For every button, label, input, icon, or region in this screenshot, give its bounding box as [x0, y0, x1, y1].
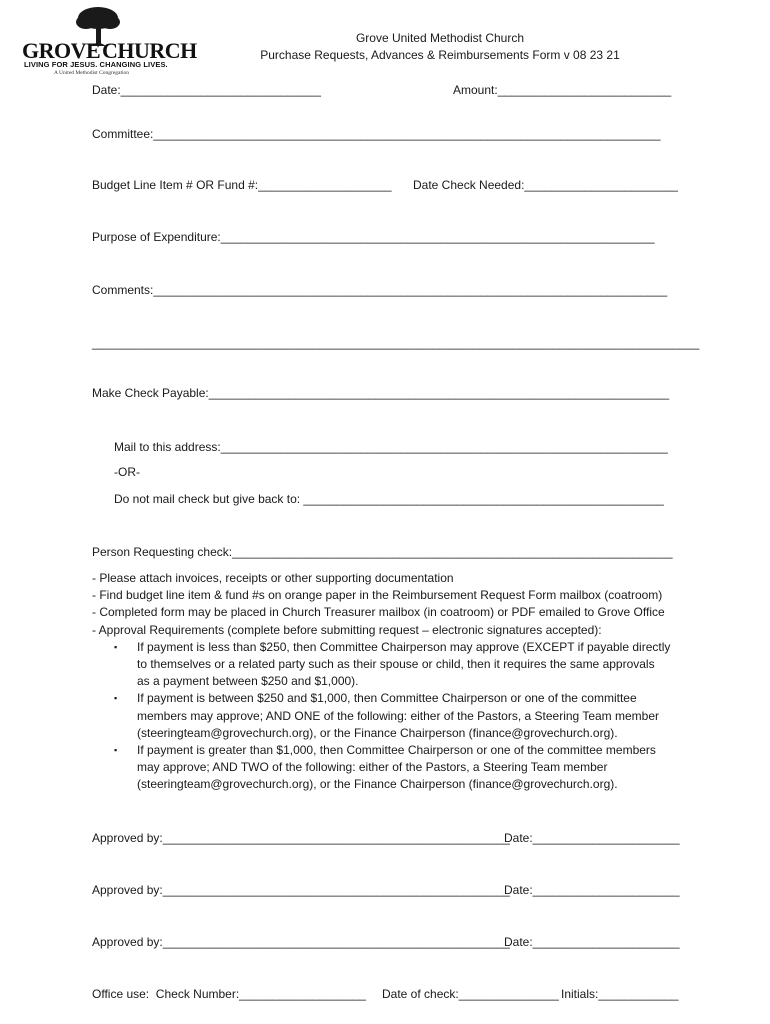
bullet-icon: ▪: [114, 745, 118, 756]
approval-date-field-2[interactable]: Date:______________________: [504, 883, 680, 897]
approved-by-field-3[interactable]: Approved by:____________________________________________________: [92, 935, 510, 949]
rule-line: If payment is between $250 and $1,000, then Committee Chairperson or one of the committee: [137, 691, 637, 706]
do-not-mail-field[interactable]: Do not mail check but give back to: ______________________________________________________: [114, 492, 664, 506]
note-line: - Find budget line item & fund #s on orange paper in the Reimbursement Request Form mailbox (coatroom): [92, 588, 663, 603]
amount-field[interactable]: Amount:__________________________: [453, 83, 672, 97]
bullet-icon: ▪: [114, 641, 118, 652]
or-separator: -OR-: [114, 465, 140, 479]
approval-rule-250-to-1000: [92, 690, 702, 742]
bullet-icon: ▪: [114, 693, 118, 704]
comments-field[interactable]: Comments:_____________________________________________________________________________: [92, 283, 668, 297]
approval-rule-under-250: [92, 639, 702, 691]
approved-by-field-1[interactable]: Approved by:____________________________________________________: [92, 831, 510, 845]
logo-word-church: CHURCH: [102, 38, 197, 63]
logo-subtitle: A United Methodist Congregation: [54, 70, 130, 76]
note-line: - Approval Requirements (complete before submitting request – electronic signatures accepted):: [92, 622, 602, 637]
person-requesting-field[interactable]: Person Requesting check:__________________________________________________________________: [92, 545, 673, 559]
logo-word-grove: GROVE: [22, 38, 101, 63]
note-line: - Please attach invoices, receipts or other supporting documentation: [92, 571, 454, 585]
rule-line: to themselves or a related party such as their spouse or child, then it requires the same approvals: [137, 657, 655, 672]
org-name: Grove United Methodist Church: [355, 31, 525, 45]
rule-line: members may approve; AND ONE of the following: either of the Pastors, a Steering Team member: [137, 708, 660, 723]
instructions: [92, 570, 702, 794]
check-number-field[interactable]: Office use: Check Number:___________________: [92, 987, 366, 1001]
date-field[interactable]: Date:______________________________: [92, 83, 321, 97]
rule-line: as a payment between $250 and $1,000).: [137, 674, 359, 689]
rule-line: (steeringteam@grovechurch.org), or the Finance Chairperson (finance@grovechurch.org).: [137, 725, 618, 740]
initials-field[interactable]: Initials:____________: [561, 987, 679, 1001]
approved-by-field-2[interactable]: Approved by:____________________________________________________: [92, 883, 510, 897]
approval-date-field-3[interactable]: Date:______________________: [504, 935, 680, 949]
approval-date-field-1[interactable]: Date:______________________: [504, 831, 680, 845]
note-line: - Completed form may be placed in Church Treasurer mailbox (in coatroom) or PDF emailed to Grove Office: [92, 605, 665, 620]
logo-tagline: LIVING FOR JESUS. CHANGING LIVES.: [24, 60, 168, 69]
church-logo: [20, 4, 197, 78]
approval-rule-over-1000: [92, 742, 702, 794]
rule-line: If payment is greater than $1,000, then Committee Chairperson or one of the committee members: [137, 743, 656, 758]
date-of-check-field[interactable]: Date of check:_______________: [382, 987, 559, 1001]
rule-line: may approve; AND TWO of the following: either of the Pastors, a Steering Team member: [137, 760, 608, 775]
rule-line: (steeringteam@grovechurch.org), or the Finance Chairperson (finance@grovechurch.org).: [137, 777, 618, 792]
mail-address-field[interactable]: Mail to this address:___________________________________________________________________: [114, 440, 668, 454]
make-check-payable-field[interactable]: Make Check Payable:_____________________________________________________________________: [92, 386, 670, 400]
date-check-needed-field[interactable]: Date Check Needed:_______________________: [413, 178, 678, 192]
form-title: Purchase Requests, Advances & Reimbursements Form v 08 23 21: [260, 48, 620, 62]
comments-line-2[interactable]: ___________________________________________________________________________________________: [92, 336, 700, 350]
budget-line-field[interactable]: Budget Line Item # OR Fund #:____________________: [92, 178, 392, 192]
purpose-field[interactable]: Purpose of Expenditure:_________________________________________________________________: [92, 230, 655, 244]
committee-field[interactable]: Committee:____________________________________________________________________________: [92, 127, 661, 141]
form-header: [250, 30, 630, 64]
rule-line: If payment is less than $250, then Committee Chairperson may approve (EXCEPT if payable directly: [137, 639, 671, 654]
